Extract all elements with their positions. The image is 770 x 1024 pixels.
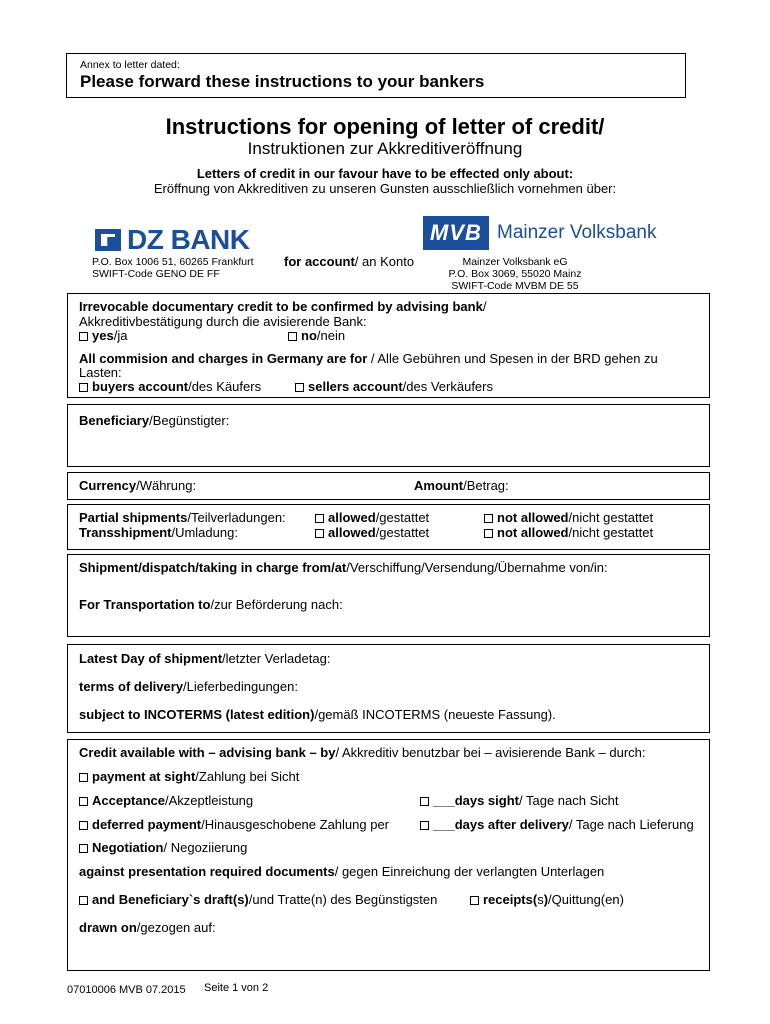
beneficiary-drafts-checkbox[interactable]: and Beneficiary`s draft(s)/und Tratte(n) des Begünstigsten <box>79 892 437 907</box>
buyers-account-checkbox[interactable]: buyers account/des Käufers <box>79 379 261 394</box>
latest-shipment-section[interactable] <box>67 644 710 733</box>
annex-label: Annex to letter dated: <box>80 59 180 71</box>
page-subtitle: Instruktionen zur Akkreditiveröffnung <box>247 139 523 158</box>
effect-de: Eröffnung von Akkreditiven zu unseren Gunsten ausschließlich vornehmen über: <box>153 181 617 196</box>
dz-address: P.O. Box 1006 51, 60265 Frankfurt <box>92 256 254 268</box>
checkbox-icon[interactable] <box>420 797 429 806</box>
mvb-logo-icon: MVB <box>423 216 489 250</box>
account-label <box>284 254 414 269</box>
dz-bank-logo <box>95 226 250 254</box>
incoterms-label: subject to INCOTERMS (latest edition)/gemäß INCOTERMS (neueste Fassung). <box>79 707 556 722</box>
shipments-section <box>67 504 710 550</box>
partial-shipments-label: Partial shipments/Teilverladungen: <box>79 510 286 525</box>
mvb-logo <box>423 216 656 250</box>
mvb-swift: SWIFT-Code MVBM DE 55 <box>451 280 579 292</box>
dispatch-from-label: Shipment/dispatch/taking in charge from/at/Verschiffung/Versendung/Übernahme von/in: <box>79 560 608 575</box>
latest-day-label: Latest Day of shipment/letzter Verladetag: <box>79 651 331 666</box>
checkbox-icon[interactable] <box>288 332 297 341</box>
days-delivery-checkbox[interactable]: ___days after delivery/ Tage nach Lieferung <box>420 817 694 832</box>
receipts-checkbox[interactable]: receipts(s)/Quittung(en) <box>470 892 624 907</box>
terms-delivery-label: terms of delivery/Lieferbedingungen: <box>79 679 298 694</box>
trans-not-allowed-checkbox[interactable]: not allowed/nicht gestattet <box>484 525 653 540</box>
deferred-payment-checkbox[interactable]: deferred payment/Hinausgeschobene Zahlung per <box>79 817 389 832</box>
footer-page: Seite 1 von 2 <box>204 982 269 994</box>
yes-checkbox[interactable]: yes/ja <box>79 328 127 343</box>
charges-line-2: Lasten: <box>79 365 122 380</box>
credit-available-section <box>67 739 710 971</box>
negotiation-checkbox[interactable]: Negotiation/ Negoziierung <box>79 840 247 855</box>
account-label-en: for account <box>284 254 355 269</box>
checkbox-icon[interactable] <box>79 821 88 830</box>
credit-available-label: Credit available with – advising bank – by/ Akkreditiv benutzbar bei – avisierende Bank – durch: <box>79 745 646 760</box>
checkbox-icon[interactable] <box>470 896 479 905</box>
confirmation-de: Akkreditivbestätigung durch die avisierende Bank: <box>79 314 367 329</box>
beneficiary-section[interactable] <box>67 404 710 467</box>
transshipment-label: Transshipment/Umladung: <box>79 525 238 540</box>
currency-label: Currency/Währung: <box>79 478 197 493</box>
confirmation-section <box>67 293 710 398</box>
transport-to-label: For Transportation to/zur Beförderung nach: <box>79 597 343 612</box>
acceptance-checkbox[interactable]: Acceptance/Akzeptleistung <box>79 793 253 808</box>
dz-bank-logo-text: DZ BANK <box>127 224 250 255</box>
checkbox-icon[interactable] <box>79 844 88 853</box>
amount-label: Amount/Betrag: <box>414 478 509 493</box>
payment-sight-checkbox[interactable]: payment at sight/Zahlung bei Sicht <box>79 769 299 784</box>
checkbox-icon[interactable] <box>79 773 88 782</box>
mvb-logo-text: Mainzer Volksbank <box>497 222 657 243</box>
effect-en: Letters of credit in our favour have to be effected only about: <box>196 166 574 181</box>
forward-instruction: Please forward these instructions to your bankers <box>80 72 485 91</box>
footer-code: 07010006 MVB 07.2015 <box>67 984 186 996</box>
checkbox-icon[interactable] <box>484 514 493 523</box>
checkbox-icon[interactable] <box>484 529 493 538</box>
checkbox-icon[interactable] <box>315 514 324 523</box>
mvb-address: P.O. Box 3069, 55020 Mainz <box>448 268 582 280</box>
sellers-account-checkbox[interactable]: sellers account/des Verkäufers <box>295 379 493 394</box>
checkbox-icon[interactable] <box>79 797 88 806</box>
checkbox-icon[interactable] <box>315 529 324 538</box>
days-sight-checkbox[interactable]: ___days sight/ Tage nach Sicht <box>420 793 619 808</box>
checkbox-icon[interactable] <box>79 896 88 905</box>
partial-not-allowed-checkbox[interactable]: not allowed/nicht gestattet <box>484 510 653 525</box>
irrevocable-line: Irrevocable documentary credit to be confirmed by advising bank/ <box>79 299 487 314</box>
checkbox-icon[interactable] <box>79 383 88 392</box>
beneficiary-label: Beneficiary/Begünstigter: <box>79 413 230 428</box>
currency-section[interactable] <box>67 472 710 500</box>
partial-allowed-checkbox[interactable]: allowed/gestattet <box>315 510 429 525</box>
checkbox-icon[interactable] <box>420 821 429 830</box>
against-documents-label: against presentation required documents/ gegen Einreichung der verlangten Unterlagen <box>79 864 605 879</box>
account-label-de: / an Konto <box>354 254 415 269</box>
page-title: Instructions for opening of letter of credit/ <box>165 114 605 139</box>
mvb-name: Mainzer Volksbank eG <box>462 256 568 268</box>
trans-allowed-checkbox[interactable]: allowed/gestattet <box>315 525 429 540</box>
header-box <box>66 53 686 98</box>
dz-swift: SWIFT-Code GENO DE FF <box>92 268 220 280</box>
dz-bank-logo-icon <box>95 229 121 251</box>
checkbox-icon[interactable] <box>295 383 304 392</box>
checkbox-icon[interactable] <box>79 332 88 341</box>
no-checkbox[interactable]: no/nein <box>288 328 345 343</box>
charges-line: All commision and charges in Germany are for / Alle Gebühren und Spesen in der BRD gehen zu <box>79 351 658 366</box>
dispatch-section[interactable] <box>67 554 710 637</box>
drawn-on-label: drawn on/gezogen auf: <box>79 920 216 935</box>
